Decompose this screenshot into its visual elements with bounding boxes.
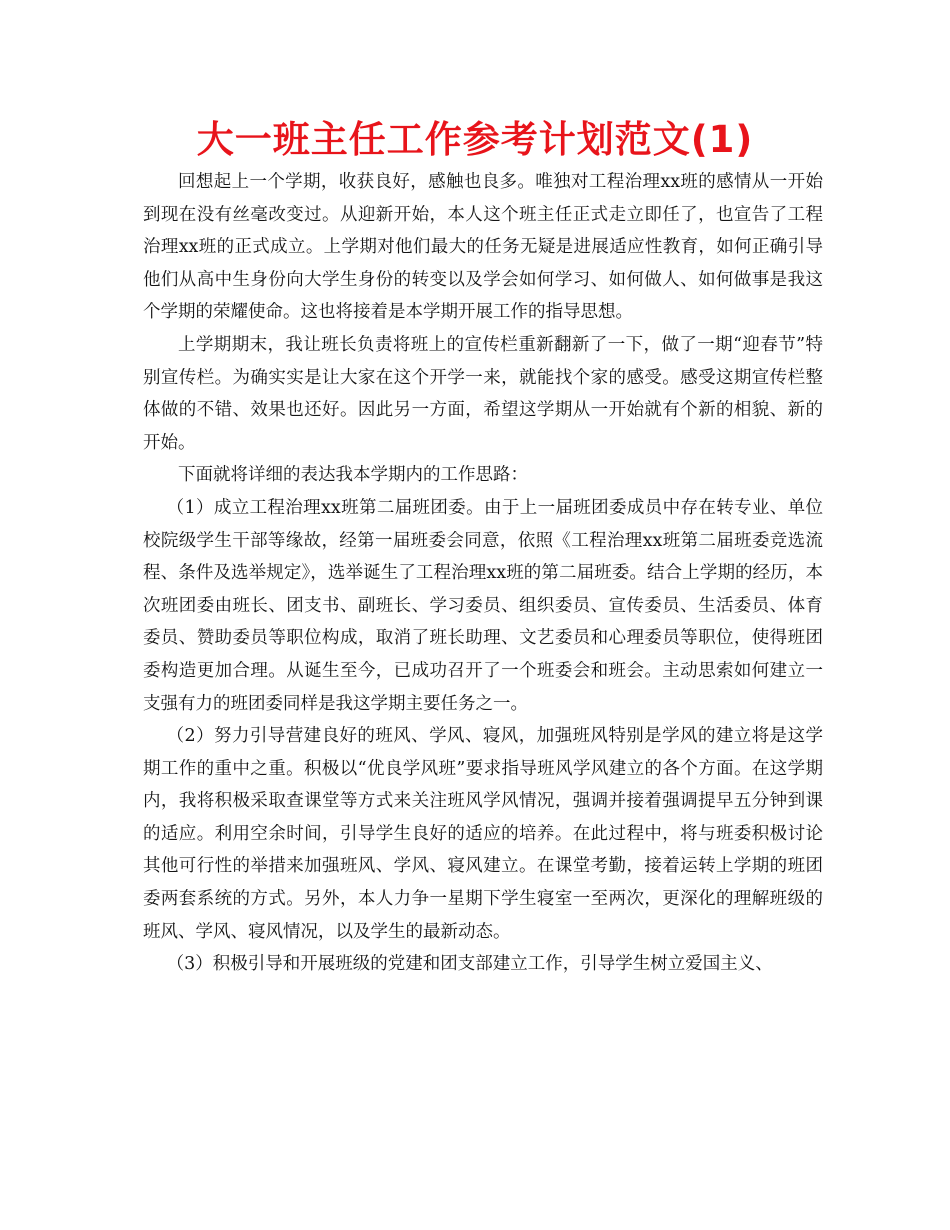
paragraph-intro: 下面就将详细的表达我本学期内的工作思路： [178,465,528,486]
document-body [143,166,823,981]
paragraph-item-3: （3）积极引导和开展班级的党建和团支部建立工作，引导学生树立爱国主义、 [166,954,773,975]
paragraph-review: 回想起上一个学期，收获良好，感触也良多。唯独对工程治理xx班的感情从一开始到现在没有丝毫改变过。从迎新开始，本人这个班主任正式走立即任了，也宣告了工程治理xx班的正式成立。上学期对他们最大的任务无疑是进展适应性教育，如何正确引导他们从高中生身份向大学生身份的转变以及学会如何学习、如何做人、如何做事是我这个学期的荣耀使命。这也将接着是本学期开展工作的指导思想。 [143,172,823,323]
document-title: 大一班主任工作参考计划范文(1) [196,118,754,161]
paragraph-item-2: （2）努力引导营建良好的班风、学风、寝风，加强班风特别是学风的建立将是这学期工作的重中之重。积极以“优良学风班”要求指导班风学风建立的各个方面。在这学期内，我将积极采取查课堂等方式来关注班风学风情况，强调并接着强调提早五分钟到课的适应。利用空余时间，引导学生良好的适应的培养。在此过程中，将与班委积极讨论其他可行性的举措来加强班风、学风、寝风建立。在课堂考勤，接着运转上学期的班团委两套系统的方式。另外，本人力争一星期下学生寝室一至两次，更深化的理解班级的班风、学风、寝风情况，以及学生的最新动态。 [143,726,823,942]
paragraph-bulletin-board: 上学期期末，我让班长负责将班上的宣传栏重新翻新了一下，做了一期“迎春节”特别宣传栏。为确实实是让大家在这个开学一来，就能找个家的感受。感受这期宣传栏整体做的不错、效果也还好。因此另一方面，希望这学期从一开始就有个新的相貌、新的开始。 [143,334,823,453]
paragraph-item-1: （1）成立工程治理xx班第二届班团委。由于上一届班团委成员中存在转专业、单位校院级学生干部等缘故，经第一届班委会同意，依照《工程治理xx班第二届班委竞选流程、条件及选举规定》，选举诞生了工程治理xx班的第二届班委。结合上学期的经历，本次班团委由班长、团支书、副班长、学习委员、组织委员、宣传委员、生活委员、体育委员、赞助委员等职位构成，取消了班长助理、文艺委员和心理委员等职位，使得班团委构造更加合理。从诞生至今，已成功召开了一个班委会和班会。主动思索如何建立一支强有力的班团委同样是我这学期主要任务之一。 [143,497,823,714]
